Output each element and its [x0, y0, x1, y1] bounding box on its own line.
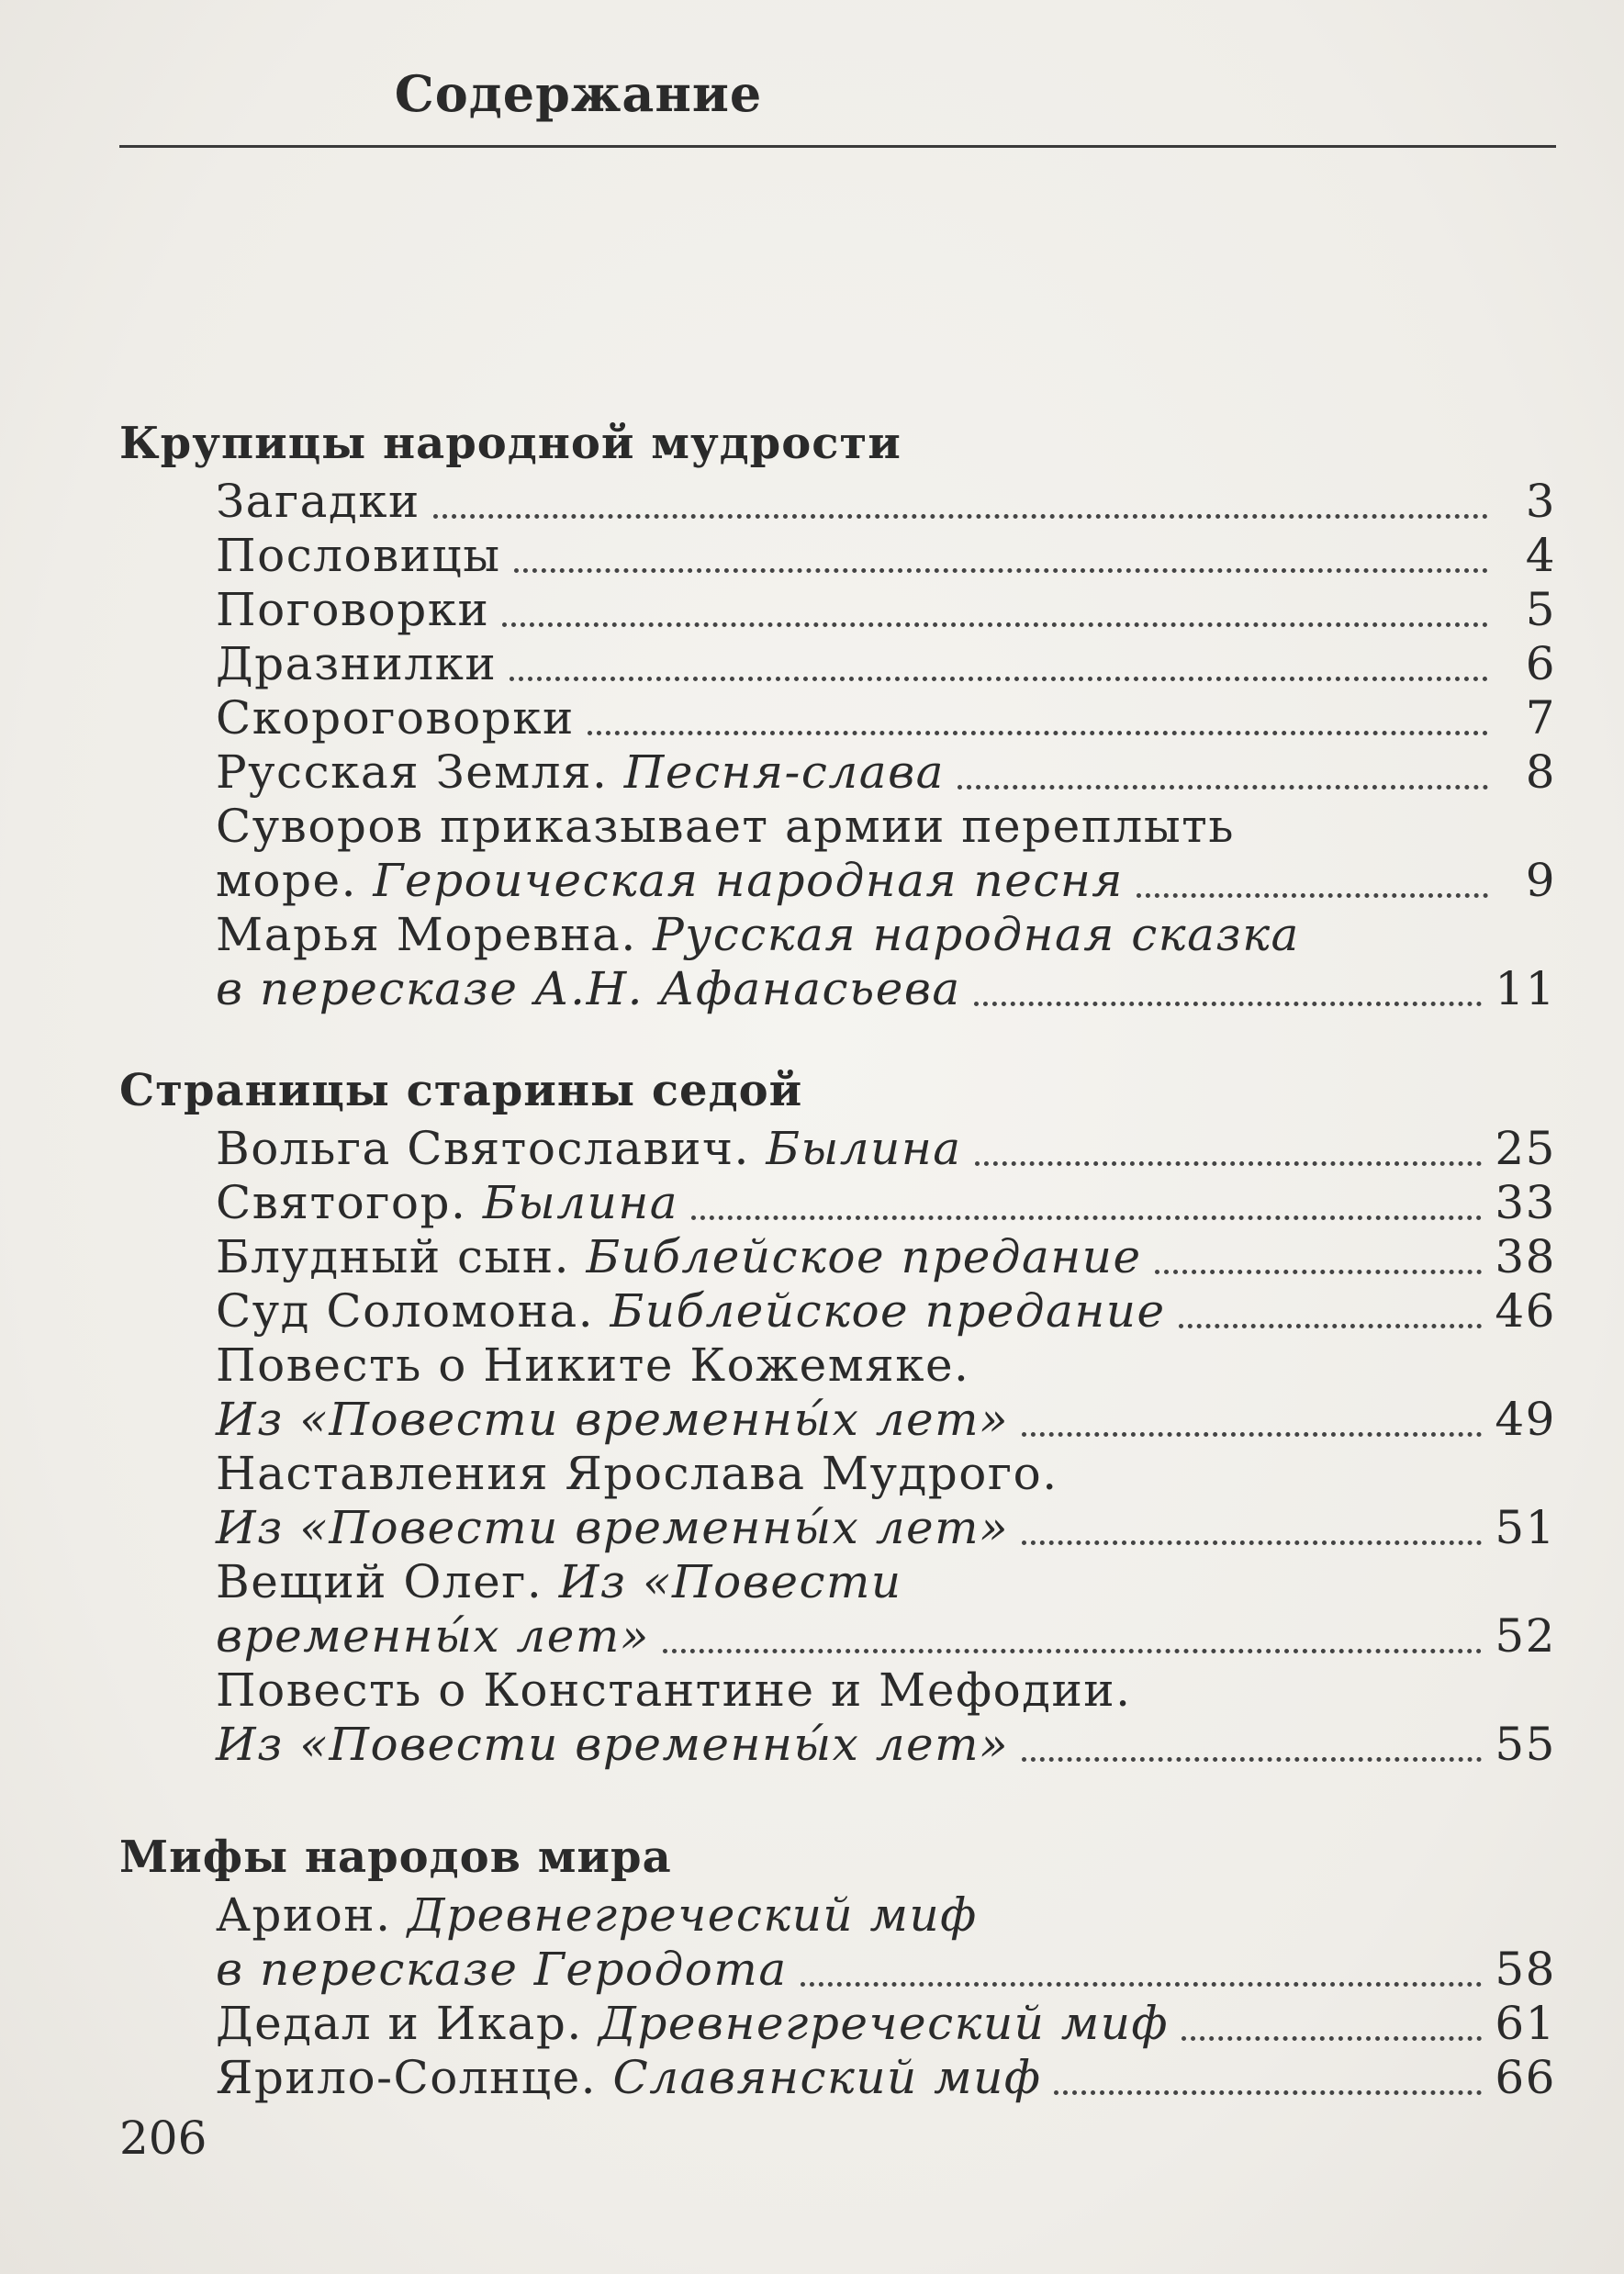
- toc-entry[interactable]: [216, 1943, 1556, 2000]
- toc-entry-page: 58: [1495, 1943, 1556, 1996]
- toc-entry-title-italic: Из «Повести временны́х лет»: [216, 1501, 1010, 1554]
- toc-entry[interactable]: [216, 529, 1556, 586]
- toc-entry-title-plain: Ярило-Солнце.: [216, 2051, 613, 2104]
- toc-entry-title-plain: Святогор.: [216, 1176, 483, 1229]
- dot-leader: [1155, 1270, 1483, 1274]
- toc-entry[interactable]: [216, 691, 1556, 748]
- toc-entry-page: 25: [1495, 1122, 1556, 1175]
- toc-entry-page: 7: [1525, 691, 1556, 745]
- toc-entry-title-plain: Дедал и Икар.: [216, 1997, 599, 2050]
- toc-entry-title: [216, 962, 961, 1015]
- toc-entry[interactable]: [216, 1997, 1556, 2054]
- toc-entry-page: 3: [1525, 475, 1556, 528]
- title-divider: [119, 145, 1556, 148]
- toc-entry-title-plain: Арион.: [216, 1888, 408, 1942]
- toc-entry-title-italic: Русская народная сказка: [653, 908, 1300, 961]
- toc-entry-title: [216, 1718, 1009, 1771]
- toc-entry-page: 5: [1525, 583, 1556, 636]
- toc-entry-title: [216, 908, 1300, 961]
- toc-entry[interactable]: [216, 1176, 1556, 1233]
- toc-entry-title-plain: Наставления Ярослава Мудрого.: [216, 1447, 1058, 1500]
- toc-entry[interactable]: [216, 854, 1556, 911]
- dot-leader: [975, 1161, 1483, 1166]
- toc-entry-page: 55: [1495, 1718, 1556, 1771]
- toc-entry[interactable]: [216, 1230, 1556, 1287]
- toc-entry-title: [216, 1609, 650, 1663]
- toc-entry-title-plain: Поговорки: [216, 583, 490, 636]
- toc-entry-title: [216, 854, 1124, 907]
- toc-entry-title-italic: Былина: [766, 1122, 962, 1175]
- toc-entry-page: 9: [1525, 854, 1556, 907]
- toc-entry-title: [216, 1943, 788, 1996]
- toc-entry-title: [216, 1393, 1009, 1446]
- toc-entry-page: 51: [1495, 1501, 1556, 1554]
- toc-entry-page: 46: [1495, 1284, 1556, 1338]
- toc-entry[interactable]: [216, 583, 1556, 640]
- toc-entry-title-italic: Песня-слава: [623, 745, 945, 799]
- dot-leader: [1022, 1540, 1482, 1545]
- toc-entry[interactable]: [216, 1447, 1556, 1504]
- toc-entry[interactable]: [216, 908, 1556, 965]
- toc-entry[interactable]: [216, 962, 1556, 1019]
- toc-entry[interactable]: [216, 1555, 1556, 1612]
- toc-entry[interactable]: [216, 1339, 1556, 1395]
- toc-entry-title: [216, 1501, 1009, 1554]
- toc-entry-title-plain: Суд Соломона.: [216, 1284, 610, 1338]
- toc-entry-page: 4: [1525, 529, 1556, 582]
- toc-entry-page: 8: [1525, 745, 1556, 799]
- toc-entry-page: 66: [1495, 2051, 1556, 2104]
- dot-leader: [801, 1982, 1483, 1987]
- toc-entry-title-plain: Суворов приказывает армии переплыть: [216, 800, 1235, 853]
- dot-leader: [1179, 1324, 1483, 1328]
- toc-entry-title-italic: Библейское предание: [586, 1230, 1142, 1283]
- toc-entry[interactable]: [216, 1663, 1556, 1720]
- toc-entry-title: [216, 1176, 678, 1229]
- dot-leader: [433, 514, 1488, 519]
- section-title: Страницы старины седой: [119, 1065, 803, 1116]
- dot-leader: [958, 785, 1488, 790]
- toc-entry-title: [216, 1284, 1166, 1338]
- toc-entry-page: 38: [1495, 1230, 1556, 1283]
- toc-entry-title: [216, 1888, 978, 1942]
- toc-entry[interactable]: [216, 1888, 1556, 1945]
- dot-leader: [502, 622, 1488, 627]
- toc-entry[interactable]: [216, 1609, 1556, 1666]
- toc-entry-title: [216, 637, 497, 690]
- dot-leader: [1022, 1432, 1482, 1437]
- toc-entry-title-plain: Марья Моревна.: [216, 908, 654, 961]
- toc-entry-page: 33: [1495, 1176, 1556, 1229]
- toc-entry[interactable]: [216, 1393, 1556, 1450]
- toc-entry-page: 52: [1495, 1609, 1556, 1663]
- toc-entry-title-plain: Вольга Святославич.: [216, 1122, 767, 1175]
- toc-entry[interactable]: [216, 475, 1556, 532]
- toc-entry-title: [216, 691, 575, 745]
- toc-entry-page: 6: [1525, 637, 1556, 690]
- toc-entry[interactable]: [216, 1122, 1556, 1179]
- toc-entry-title-italic: в пересказе Геродота: [216, 1943, 788, 1996]
- toc-entry-title: [216, 583, 489, 636]
- toc-entry-page: 11: [1495, 962, 1556, 1015]
- toc-entry-title: [216, 475, 420, 528]
- toc-entry-title-plain: Скороговорки: [216, 691, 575, 745]
- dot-leader: [510, 677, 1488, 681]
- toc-entry-title-italic: Героическая народная песня: [373, 854, 1124, 907]
- section-title: Крупицы народной мудрости: [119, 418, 902, 469]
- toc-entry-title: [216, 1122, 962, 1175]
- toc-entry-title-italic: Славянский миф: [612, 2051, 1042, 2104]
- toc-entry-title-italic: Из «Повести: [558, 1555, 902, 1608]
- dot-leader: [1054, 2090, 1482, 2095]
- dot-leader: [1182, 2036, 1482, 2041]
- toc-entry-title-italic: Из «Повести временны́х лет»: [216, 1718, 1010, 1771]
- dot-leader: [1022, 1757, 1482, 1762]
- toc-entry[interactable]: [216, 637, 1556, 694]
- dot-leader: [663, 1649, 1483, 1653]
- toc-entry[interactable]: [216, 800, 1556, 857]
- dot-leader: [588, 731, 1488, 735]
- toc-entry-title: [216, 1997, 1169, 2050]
- toc-entry-title: [216, 800, 1235, 853]
- toc-entry-title-italic: Древнегреческий миф: [599, 1997, 1170, 2050]
- toc-entry-title: [216, 1555, 902, 1608]
- toc-entry-title-italic: Из «Повести временны́х лет»: [216, 1393, 1010, 1446]
- toc-entry[interactable]: [216, 1284, 1556, 1341]
- toc-entry-title-plain: Блудный сын.: [216, 1230, 587, 1283]
- toc-entry-page: 49: [1495, 1393, 1556, 1446]
- toc-entry[interactable]: [216, 2051, 1556, 2108]
- toc-entry[interactable]: [216, 1501, 1556, 1558]
- toc-entry-title-plain: море.: [216, 854, 374, 907]
- toc-entry[interactable]: [216, 745, 1556, 802]
- toc-entry-title: [216, 1447, 1058, 1500]
- toc-entry-title-italic: в пересказе А.Н. Афанасьева: [216, 962, 961, 1015]
- dot-leader: [974, 1002, 1483, 1006]
- section-title: Мифы народов мира: [119, 1832, 672, 1883]
- toc-entry-title-plain: Повесть о Константине и Мефодии.: [216, 1663, 1132, 1717]
- toc-entry-title-plain: Пословицы: [216, 529, 501, 582]
- toc-entry-title-plain: Загадки: [216, 475, 420, 528]
- page-title: Содержание: [394, 64, 763, 123]
- toc-entry-title-italic: Древнегреческий миф: [407, 1888, 978, 1942]
- toc-entry-title-italic: Библейское предание: [610, 1284, 1166, 1338]
- toc-entry-title-plain: Повесть о Никите Кожемяке.: [216, 1339, 970, 1392]
- toc-entry-title: [216, 1663, 1132, 1717]
- dot-leader: [691, 1215, 1482, 1220]
- toc-entry-page: 61: [1495, 1997, 1556, 2050]
- toc-entry-title-plain: Дразнилки: [216, 637, 498, 690]
- toc-entry[interactable]: [216, 1718, 1556, 1775]
- dot-leader: [1137, 893, 1488, 898]
- toc-entry-title: [216, 2051, 1041, 2104]
- toc-entry-title: [216, 1230, 1142, 1283]
- toc-entry-title-plain: Вещий Олег.: [216, 1555, 559, 1608]
- dot-leader: [514, 568, 1489, 573]
- toc-entry-title: [216, 745, 945, 799]
- page-number: 206: [119, 2112, 207, 2165]
- toc-entry-title-italic: временны́х лет»: [216, 1609, 650, 1663]
- toc-entry-title: [216, 1339, 969, 1392]
- toc-entry-title-italic: Былина: [482, 1176, 679, 1229]
- toc-entry-title-plain: Русская Земля.: [216, 745, 624, 799]
- toc-entry-title: [216, 529, 501, 582]
